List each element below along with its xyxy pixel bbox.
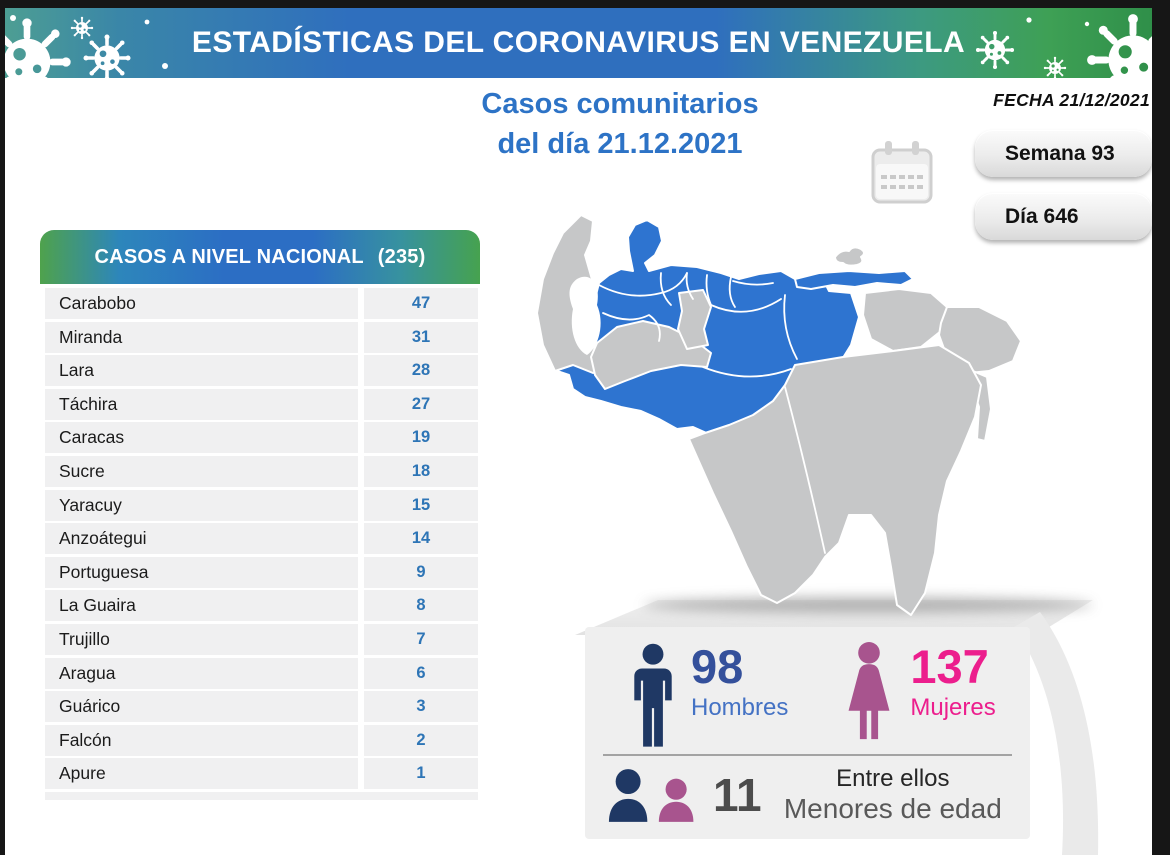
- state-cases: 8: [364, 590, 478, 621]
- table-row: [45, 691, 478, 722]
- state-cases: 3: [364, 691, 478, 722]
- state-name: Carabobo: [45, 288, 358, 319]
- table-row: [45, 725, 478, 756]
- state-name: Miranda: [45, 322, 358, 353]
- state-name: Falcón: [45, 725, 358, 756]
- state-name: Táchira: [45, 389, 358, 420]
- table-row: [45, 389, 478, 420]
- state-cases: 9: [364, 557, 478, 588]
- table-total: (235): [377, 245, 426, 268]
- page-title: ESTADÍSTICAS DEL CORONAVIRUS EN VENEZUELA: [191, 26, 966, 59]
- page-subtitle: [425, 84, 815, 164]
- state-cases: 47: [364, 288, 478, 319]
- gender-stats-panel: [585, 627, 1030, 839]
- state-name: Guárico: [45, 691, 358, 722]
- virus-icons-left: [5, 8, 220, 78]
- minors-label-bottom: Menores de edad: [783, 793, 1002, 824]
- state-name: Lara: [45, 355, 358, 386]
- women-count: 137: [910, 640, 989, 693]
- men-label: Hombres: [691, 694, 789, 721]
- minors-label-top: Entre ellos: [836, 765, 950, 792]
- state-cases: 2: [364, 725, 478, 756]
- week-badge: Semana 93: [975, 130, 1152, 177]
- map-monagas: [863, 289, 947, 351]
- table-row: [45, 557, 478, 588]
- gender-row: [585, 627, 1030, 753]
- state-cases: 31: [364, 322, 478, 353]
- date-label: FECHA 21/12/2021: [993, 90, 1150, 110]
- map-margarita: [835, 247, 864, 265]
- women-label: Mujeres: [910, 694, 996, 721]
- map-shadow: [643, 597, 1093, 613]
- men-count: 98: [691, 640, 744, 693]
- virus-icons-right: [937, 8, 1152, 78]
- table-row: [45, 288, 478, 319]
- map-cojedes: [678, 290, 711, 349]
- table-row: [45, 355, 478, 386]
- table-row: [45, 490, 478, 521]
- table-bottom-strip: [45, 792, 478, 800]
- panel-divider: [603, 754, 1012, 756]
- table-row: [45, 523, 478, 554]
- table-row: [45, 624, 478, 655]
- state-name: Caracas: [45, 422, 358, 453]
- state-name: Aragua: [45, 658, 358, 689]
- state-name: Yaracuy: [45, 490, 358, 521]
- state-cases: 1: [364, 758, 478, 789]
- minors-stat: [585, 765, 1030, 825]
- minors-count: 11: [713, 769, 762, 821]
- woman-icon: [844, 641, 894, 751]
- state-name: Sucre: [45, 456, 358, 487]
- state-name: Portuguesa: [45, 557, 358, 588]
- man-icon: [631, 641, 675, 751]
- map-sucre-strip: [795, 271, 913, 289]
- subtitle-line-2: del día 21.12.2021: [497, 128, 743, 160]
- children-icons: [607, 768, 703, 822]
- minors-labels: [782, 765, 1030, 825]
- cases-table: [45, 288, 478, 792]
- state-cases: 19: [364, 422, 478, 453]
- table-row: [45, 322, 478, 353]
- table-title: CASOS A NIVEL NACIONAL: [94, 245, 364, 268]
- slide: [5, 8, 1152, 855]
- table-row: [45, 456, 478, 487]
- state-cases: 14: [364, 523, 478, 554]
- table-row: [45, 658, 478, 689]
- state-cases: 7: [364, 624, 478, 655]
- state-cases: 28: [364, 355, 478, 386]
- table-row: [45, 758, 478, 789]
- state-name: La Guaira: [45, 590, 358, 621]
- state-name: Anzoátegui: [45, 523, 358, 554]
- state-name: Trujillo: [45, 624, 358, 655]
- table-header: [40, 230, 480, 284]
- state-name: Apure: [45, 758, 358, 789]
- state-cases: 27: [364, 389, 478, 420]
- table-row: [45, 590, 478, 621]
- day-badge: Día 646: [975, 193, 1152, 240]
- subtitle-line-1: Casos comunitarios: [481, 88, 759, 120]
- state-cases: 6: [364, 658, 478, 689]
- header-banner: [5, 8, 1152, 78]
- state-cases: 15: [364, 490, 478, 521]
- women-stat: [844, 641, 995, 751]
- men-stat: [631, 641, 788, 751]
- table-row: [45, 422, 478, 453]
- state-cases: 18: [364, 456, 478, 487]
